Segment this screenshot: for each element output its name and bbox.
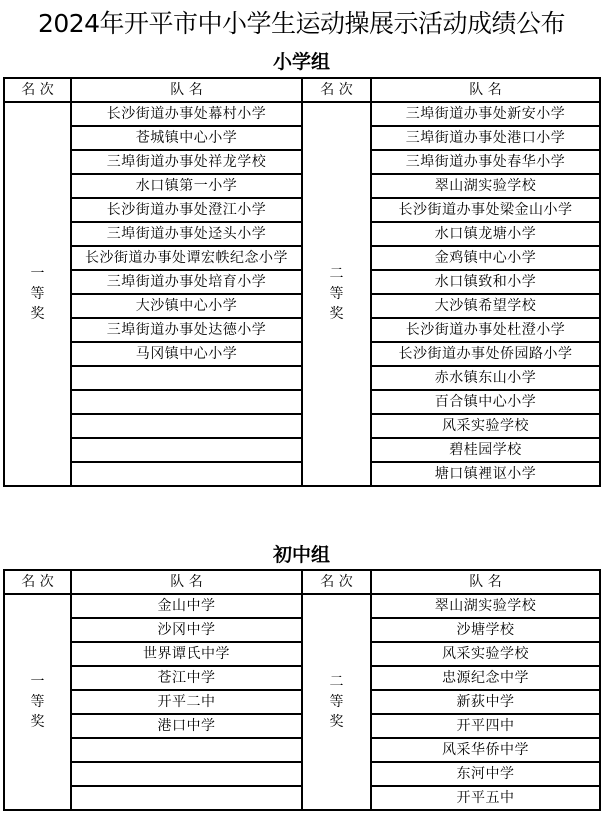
team-name-cell: 马冈镇中心小学 [71,342,302,366]
team-name-cell: 三埠街道办事处港口小学 [371,126,600,150]
team-name-cell: 三埠街道办事处培育小学 [71,270,302,294]
team-name-cell: 沙塘学校 [371,618,600,642]
header-team: 队 名 [71,570,302,594]
team-name-cell [71,738,302,762]
team-name-cell: 开平四中 [371,714,600,738]
team-name-cell: 长沙街道办事处澄江小学 [71,198,302,222]
team-name-cell: 三埠街道办事处迳头小学 [71,222,302,246]
rank-label: 二等奖 [329,674,344,730]
team-name-cell [71,462,302,486]
team-name-cell: 翠山湖实验学校 [371,174,600,198]
team-name-cell: 风采实验学校 [371,414,600,438]
header-rank: 名 次 [4,570,71,594]
team-name-cell: 翠山湖实验学校 [371,594,600,618]
team-name-cell: 大沙镇希望学校 [371,294,600,318]
team-name-cell: 长沙街道办事处谭宏帙纪念小学 [71,246,302,270]
team-name-cell: 长沙街道办事处幕村小学 [71,102,302,126]
table-header-row [4,78,600,102]
team-name-cell: 东河中学 [371,762,600,786]
team-name-cell: 三埠街道办事处春华小学 [371,150,600,174]
header-rank: 名 次 [302,78,371,102]
team-name-cell [71,390,302,414]
team-name-cell: 沙冈中学 [71,618,302,642]
team-name-cell: 开平五中 [371,786,600,810]
rank-cell-left [4,102,71,486]
team-name-cell: 苍城镇中心小学 [71,126,302,150]
team-name-cell: 水口镇致和小学 [371,270,600,294]
team-name-cell: 赤水镇东山小学 [371,366,600,390]
team-name-cell [71,414,302,438]
header-rank: 名 次 [302,570,371,594]
rank-label: 一等奖 [30,674,45,730]
team-name-cell: 世界谭氏中学 [71,642,302,666]
team-name-cell: 大沙镇中心小学 [71,294,302,318]
team-name-cell: 碧桂园学校 [371,438,600,462]
team-name-cell [71,366,302,390]
team-name-cell: 忠源纪念中学 [371,666,600,690]
team-name-cell: 水口镇龙塘小学 [371,222,600,246]
team-name-cell: 长沙街道办事处侨园路小学 [371,342,600,366]
table-row [4,594,600,618]
table-header-row [4,570,600,594]
team-name-cell: 港口中学 [71,714,302,738]
header-team: 队 名 [371,78,600,102]
primary-results-table [3,77,601,487]
rank-cell-right [302,102,371,486]
team-name-cell: 苍江中学 [71,666,302,690]
team-name-cell: 风采华侨中学 [371,738,600,762]
team-name-cell [71,786,302,810]
header-rank: 名 次 [4,78,71,102]
team-name-cell [71,762,302,786]
junior-results-table [3,569,601,811]
section-title-primary: 小学组 [272,51,330,73]
team-name-cell: 新荻中学 [371,690,600,714]
team-name-cell: 三埠街道办事处祥龙学校 [71,150,302,174]
team-name-cell: 开平二中 [71,690,302,714]
team-name-cell: 三埠街道办事处达德小学 [71,318,302,342]
rank-cell-left [4,594,71,810]
team-name-cell: 三埠街道办事处新安小学 [371,102,600,126]
rank-label: 一等奖 [30,266,45,322]
table-row [4,102,600,126]
rank-label: 二等奖 [329,266,344,322]
team-name-cell: 长沙街道办事处杜澄小学 [371,318,600,342]
header-team: 队 名 [71,78,302,102]
rank-cell-right [302,594,371,810]
team-name-cell: 百合镇中心小学 [371,390,600,414]
team-name-cell: 塘口镇裡讴小学 [371,462,600,486]
team-name-cell: 金鸡镇中心小学 [371,246,600,270]
header-team: 队 名 [371,570,600,594]
team-name-cell: 长沙街道办事处梁金山小学 [371,198,600,222]
team-name-cell [71,438,302,462]
team-name-cell: 金山中学 [71,594,302,618]
page-title: 2024年开平市中小学生运动操展示活动成绩公布 [37,9,566,38]
section-title-junior: 初中组 [272,544,330,566]
team-name-cell: 风采实验学校 [371,642,600,666]
team-name-cell: 水口镇第一小学 [71,174,302,198]
